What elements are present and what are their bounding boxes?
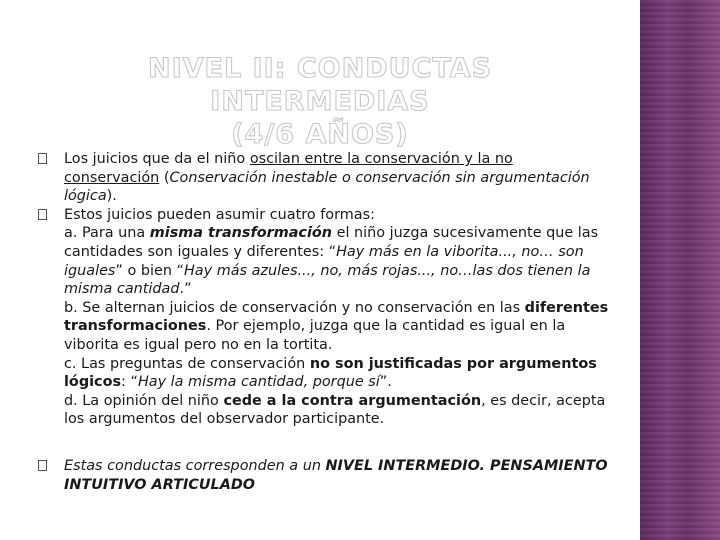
square-bullet-icon bbox=[38, 209, 47, 220]
paragraph: Los juicios que da el niño oscilan entre la conservación y la no conservación (Conservación inestable o conservación sin argumentación lógica). bbox=[64, 151, 590, 205]
slide-content bbox=[38, 150, 610, 494]
slide-title bbox=[40, 52, 600, 151]
form-b: b. Se alternan juicios de conservación y no conservación en las diferentes transformaciones. Por ejemplo, juzga que la cantidad es igual en la viborita es igual pero no en la tortita. bbox=[64, 299, 609, 353]
bullet-item-1 bbox=[38, 150, 610, 206]
bullet-item-2 bbox=[38, 206, 610, 429]
paragraph: Estas conductas corresponden a un NIVEL INTERMEDIO. PENSAMIENTO INTUITIVO ARTICULADO bbox=[64, 457, 608, 493]
title-line-1: NIVEL II: CONDUCTAS INTERMEDIAS bbox=[147, 53, 493, 117]
item-lead: Estos juicios pueden asumir cuatro formas: bbox=[64, 206, 375, 223]
square-bullet-icon bbox=[38, 460, 47, 471]
form-c: c. Las preguntas de conservación no son justificadas por argumentos lógicos: “Hay la misma cantidad, porque sí”. bbox=[64, 355, 597, 391]
form-a: a. Para una misma transformación el niño juzga sucesivamente que las cantidades son iguales y diferentes: “Hay más en la viborita..., no… son iguales” o bien “Hay más azules..., no, más rojas..., no…las dos tienen la misma cantidad.” bbox=[64, 225, 599, 298]
bullet-item-3 bbox=[38, 457, 610, 494]
decorative-side-band bbox=[640, 0, 720, 540]
title-line-2: (4/6 AÑOS) bbox=[231, 119, 409, 150]
form-d: d. La opinión del niño cede a la contra argumentación, es decir, acepta los argumentos del observador participante. bbox=[64, 392, 606, 428]
square-bullet-icon bbox=[38, 153, 47, 164]
